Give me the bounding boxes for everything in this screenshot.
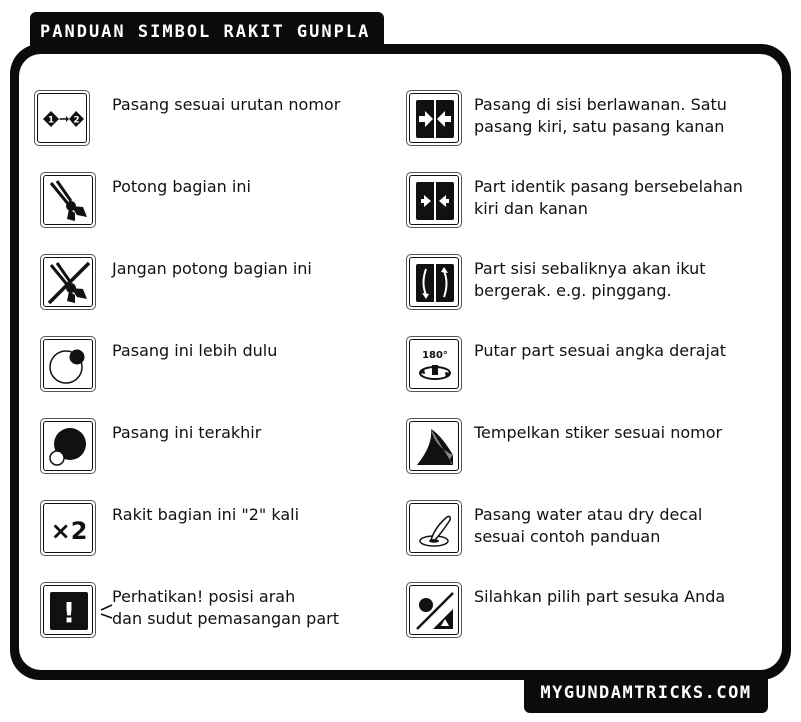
identical-parts-icon — [406, 172, 462, 228]
legend-text-attention: Perhatikan! posisi arah dan sudut pemasangan part — [112, 587, 339, 628]
attention-pointer-icon — [99, 601, 113, 621]
legend-text-decal: Pasang water atau dry decal sesuai contoh panduan — [474, 505, 703, 546]
number-order-icon — [34, 90, 90, 146]
decal-icon — [406, 500, 462, 556]
legend-text-opposite: Pasang di sisi berlawanan. Satu pasang kiri, satu pasang kanan — [474, 95, 727, 136]
legend-text-rotate: Putar part sesuai angka derajat — [474, 341, 727, 360]
order-from-label: 1 — [47, 115, 55, 126]
rotation-degree-label: 180° — [422, 350, 448, 361]
repeat-count-label: ×2 — [50, 517, 88, 545]
nipper-cut-icon — [40, 172, 96, 228]
attach-first-icon — [40, 336, 96, 392]
legend-text-optional: Silahkan pilih part sesuka Anda — [474, 587, 726, 606]
legend-text-identical: Part identik pasang bersebelahan kiri dan kanan — [474, 177, 743, 218]
legend-text-order: Pasang sesuai urutan nomor — [112, 95, 341, 114]
attention-icon — [40, 582, 96, 638]
attach-last-icon — [40, 418, 96, 474]
site-footer: MYGUNDAMTRICKS.COM — [524, 673, 768, 713]
optional-part-icon — [406, 582, 462, 638]
legend-text-move: Part sisi sebaliknya akan ikut bergerak. e.g. pinggang. — [474, 259, 706, 300]
rotate-degree-icon — [406, 336, 462, 392]
page-title: PANDUAN SIMBOL RAKIT GUNPLA — [30, 12, 384, 48]
legend-text-repeat: Rakit bagian ini "2" kali — [112, 505, 300, 524]
opposite-side-icon — [406, 90, 462, 146]
legend-panel — [19, 54, 782, 670]
move-together-icon — [406, 254, 462, 310]
no-cut-icon — [40, 254, 96, 310]
legend-text-cut: Potong bagian ini — [112, 177, 251, 196]
legend-text-sticker: Tempelkan stiker sesuai nomor — [474, 423, 723, 442]
repeat-x2-icon — [40, 500, 96, 556]
sticker-icon — [406, 418, 462, 474]
legend-text-last: Pasang ini terakhir — [112, 423, 262, 442]
order-to-label: 2 — [73, 115, 80, 126]
legend-text-no-cut: Jangan potong bagian ini — [112, 259, 312, 278]
attention-mark-label: ! — [62, 596, 76, 629]
legend-text-first: Pasang ini lebih dulu — [112, 341, 278, 360]
